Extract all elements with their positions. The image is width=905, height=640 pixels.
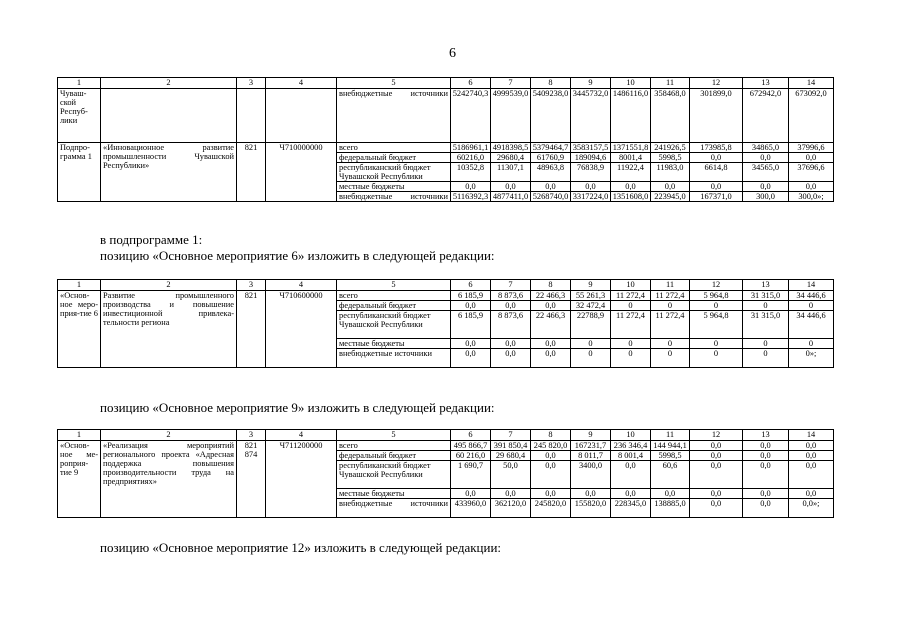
header-cell: 12 bbox=[690, 78, 743, 89]
header-cell: 1 bbox=[58, 430, 101, 441]
value-cell: 34865,0 bbox=[743, 143, 789, 153]
value-cell: 10352,8 bbox=[451, 163, 491, 182]
value-cell: 0,0 bbox=[451, 182, 491, 192]
value-cell: 0,0 bbox=[743, 461, 789, 489]
header-cell: 5 bbox=[337, 430, 451, 441]
value-cell: 3317224,0 bbox=[571, 192, 611, 202]
value-cell: 189094,6 bbox=[571, 153, 611, 163]
program-name-cell: «Инновационное развитие промышленности Чувашской Республики» bbox=[101, 143, 237, 202]
value-cell: 0,0»; bbox=[789, 499, 834, 518]
header-cell: 1 bbox=[58, 78, 101, 89]
table-subprogram-1 bbox=[57, 77, 834, 202]
value-cell: 11 272,4 bbox=[611, 311, 651, 339]
header-cell: 5 bbox=[337, 280, 451, 291]
value-cell: 5186961,1 bbox=[451, 143, 491, 153]
value-cell: 0,0 bbox=[690, 499, 743, 518]
value-cell: 0,0 bbox=[743, 451, 789, 461]
value-cell: 0,0 bbox=[451, 301, 491, 311]
value-cell: 0,0 bbox=[531, 461, 571, 489]
value-cell: 672942,0 bbox=[743, 89, 789, 143]
value-cell: 0,0 bbox=[531, 349, 571, 368]
value-cell: 173985,8 bbox=[690, 143, 743, 153]
budget-code-cell bbox=[266, 89, 337, 143]
table-row bbox=[58, 291, 834, 301]
value-cell: 0,0 bbox=[690, 451, 743, 461]
value-cell: 60 216,0 bbox=[451, 451, 491, 461]
value-cell: 433960,0 bbox=[451, 499, 491, 518]
value-cell: 0,0 bbox=[491, 301, 531, 311]
funding-source-cell: республиканский бюджет Чувашской Республики bbox=[337, 311, 451, 339]
value-cell: 0,0 bbox=[491, 489, 531, 499]
header-cell: 6 bbox=[451, 78, 491, 89]
value-cell: 0,0 bbox=[491, 339, 531, 349]
value-cell: 0 bbox=[743, 339, 789, 349]
value-cell: 5379464,7 bbox=[531, 143, 571, 153]
value-cell: 0,0 bbox=[611, 461, 651, 489]
header-cell: 14 bbox=[789, 78, 834, 89]
header-cell: 12 bbox=[690, 280, 743, 291]
header-cell: 7 bbox=[491, 78, 531, 89]
header-cell: 1 bbox=[58, 280, 101, 291]
value-cell: 0,0 bbox=[531, 451, 571, 461]
value-cell: 358468,0 bbox=[651, 89, 690, 143]
value-cell: 0,0 bbox=[789, 441, 834, 451]
funding-source-cell: всего bbox=[337, 441, 451, 451]
value-cell: 1486116,0 bbox=[611, 89, 651, 143]
value-cell: 0 bbox=[743, 349, 789, 368]
header-cell: 8 bbox=[531, 78, 571, 89]
value-cell: 22788,9 bbox=[571, 311, 611, 339]
value-cell: 0 bbox=[690, 301, 743, 311]
funding-source-cell: внебюджетные источники bbox=[337, 192, 451, 202]
header-cell: 13 bbox=[743, 280, 789, 291]
activity-label-cell: «Основ-ное меро-прия-тие 6 bbox=[58, 291, 101, 368]
value-cell: 155820,0 bbox=[571, 499, 611, 518]
header-cell: 4 bbox=[266, 78, 337, 89]
subprogram-label-cell: Подпро-грамма 1 bbox=[58, 143, 101, 202]
value-cell: 5 964,8 bbox=[690, 311, 743, 339]
header-cell: 9 bbox=[571, 430, 611, 441]
value-cell: 0 bbox=[571, 339, 611, 349]
gr-code-cell: 821 874 bbox=[237, 441, 266, 518]
value-cell: 3400,0 bbox=[571, 461, 611, 489]
header-cell: 13 bbox=[743, 430, 789, 441]
value-cell: 0,0 bbox=[690, 461, 743, 489]
funding-source-cell: всего bbox=[337, 143, 451, 153]
value-cell: 3445732,0 bbox=[571, 89, 611, 143]
value-cell: 11 272,4 bbox=[651, 311, 690, 339]
instruction-paragraph: позицию «Основное мероприятие 12» изложить в следующей редакции: bbox=[100, 540, 502, 555]
value-cell: 0,0 bbox=[690, 441, 743, 451]
funding-source-cell: внебюджетные источники bbox=[337, 349, 451, 368]
activity-name-cell: Развитие промышленного производства и повышение инвестиционной привлека-тельности региона bbox=[101, 291, 237, 368]
value-cell: 37996,6 bbox=[789, 143, 834, 153]
value-cell: 138885,0 bbox=[651, 499, 690, 518]
value-cell: 29680,4 bbox=[491, 153, 531, 163]
value-cell: 495 866,7 bbox=[451, 441, 491, 451]
budget-code-cell: Ч710600000 bbox=[266, 291, 337, 368]
program-name-cell bbox=[101, 89, 237, 143]
header-cell: 5 bbox=[337, 78, 451, 89]
value-cell: 31 315,0 bbox=[743, 291, 789, 301]
value-cell: 0,0 bbox=[611, 489, 651, 499]
value-cell: 300,0»; bbox=[789, 192, 834, 202]
value-cell: 6 185,9 bbox=[451, 291, 491, 301]
table-row bbox=[58, 89, 834, 143]
header-cell: 4 bbox=[266, 280, 337, 291]
value-cell: 4877411,0 bbox=[491, 192, 531, 202]
value-cell: 5268740,0 bbox=[531, 192, 571, 202]
header-cell: 3 bbox=[237, 430, 266, 441]
value-cell: 1 690,7 bbox=[451, 461, 491, 489]
value-cell: 0,0 bbox=[743, 441, 789, 451]
value-cell: 48963,8 bbox=[531, 163, 571, 182]
value-cell: 31 315,0 bbox=[743, 311, 789, 339]
value-cell: 0,0 bbox=[743, 499, 789, 518]
funding-source-cell: федеральный бюджет bbox=[337, 153, 451, 163]
value-cell: 8 011,7 bbox=[571, 451, 611, 461]
value-cell: 0,0 bbox=[690, 489, 743, 499]
header-cell: 12 bbox=[690, 430, 743, 441]
value-cell: 0,0 bbox=[451, 349, 491, 368]
value-cell: 0,0 bbox=[531, 301, 571, 311]
value-cell: 1351608,0 bbox=[611, 192, 651, 202]
header-cell: 14 bbox=[789, 430, 834, 441]
value-cell: 22 466,3 bbox=[531, 311, 571, 339]
value-cell: 11922,4 bbox=[611, 163, 651, 182]
value-cell: 22 466,3 bbox=[531, 291, 571, 301]
value-cell: 167371,0 bbox=[690, 192, 743, 202]
header-cell: 2 bbox=[101, 430, 237, 441]
value-cell: 0 bbox=[743, 301, 789, 311]
value-cell: 0,0 bbox=[789, 461, 834, 489]
funding-source-cell: местные бюджеты bbox=[337, 339, 451, 349]
header-cell: 6 bbox=[451, 430, 491, 441]
value-cell: 0,0 bbox=[651, 489, 690, 499]
value-cell: 0,0 bbox=[571, 489, 611, 499]
gr-code-cell: 821 bbox=[237, 143, 266, 202]
funding-source-cell: федеральный бюджет bbox=[337, 301, 451, 311]
gr-code-cell: 821 bbox=[237, 291, 266, 368]
value-cell: 61760,9 bbox=[531, 153, 571, 163]
instruction-paragraph: позицию «Основное мероприятие 6» изложить в следующей редакции: bbox=[100, 248, 495, 263]
value-cell: 300,0 bbox=[743, 192, 789, 202]
value-cell: 34 446,6 bbox=[789, 291, 834, 301]
funding-source-cell: республиканский бюджет Чувашской Республики bbox=[337, 163, 451, 182]
value-cell: 0,0 bbox=[531, 489, 571, 499]
funding-source-cell: местные бюджеты bbox=[337, 489, 451, 499]
value-cell: 60216,0 bbox=[451, 153, 491, 163]
value-cell: 0 bbox=[611, 301, 651, 311]
value-cell: 0,0 bbox=[451, 339, 491, 349]
funding-source-cell: внебюджетные источники bbox=[337, 89, 451, 143]
value-cell: 0,0 bbox=[531, 339, 571, 349]
value-cell: 4999539,0 bbox=[491, 89, 531, 143]
funding-source-cell: федеральный бюджет bbox=[337, 451, 451, 461]
value-cell: 0,0 bbox=[743, 153, 789, 163]
value-cell: 245 820,0 bbox=[531, 441, 571, 451]
header-cell: 2 bbox=[101, 280, 237, 291]
value-cell: 55 261,3 bbox=[571, 291, 611, 301]
value-cell: 0 bbox=[651, 339, 690, 349]
region-cell: Чуваш-ской Респуб-лики bbox=[58, 89, 101, 143]
value-cell: 0,0 bbox=[690, 153, 743, 163]
value-cell: 0,0 bbox=[611, 182, 651, 192]
activity-label-cell: «Основ-ное ме-роприя-тие 9 bbox=[58, 441, 101, 518]
value-cell: 0,0 bbox=[651, 182, 690, 192]
value-cell: 11 272,4 bbox=[611, 291, 651, 301]
header-cell: 11 bbox=[651, 78, 690, 89]
value-cell: 0,0 bbox=[491, 349, 531, 368]
header-cell: 3 bbox=[237, 78, 266, 89]
header-cell: 4 bbox=[266, 430, 337, 441]
value-cell: 8 001,4 bbox=[611, 451, 651, 461]
value-cell: 5116392,3 bbox=[451, 192, 491, 202]
value-cell: 8 873,6 bbox=[491, 291, 531, 301]
value-cell: 32 472,4 bbox=[571, 301, 611, 311]
value-cell: 5242740,3 bbox=[451, 89, 491, 143]
value-cell: 0 bbox=[651, 349, 690, 368]
value-cell: 241926,5 bbox=[651, 143, 690, 153]
header-cell: 10 bbox=[611, 78, 651, 89]
value-cell: 11307,1 bbox=[491, 163, 531, 182]
header-cell: 11 bbox=[651, 280, 690, 291]
value-cell: 5409238,0 bbox=[531, 89, 571, 143]
value-cell: 0 bbox=[611, 339, 651, 349]
page-number: 6 bbox=[449, 46, 456, 61]
table-header-row bbox=[58, 78, 834, 89]
header-cell: 7 bbox=[491, 280, 531, 291]
budget-code-cell: Ч711200000 bbox=[266, 441, 337, 518]
header-cell: 14 bbox=[789, 280, 834, 291]
gr-code-cell bbox=[237, 89, 266, 143]
funding-source-cell: республиканский бюджет Чувашской Республики bbox=[337, 461, 451, 489]
value-cell: 5 964,8 bbox=[690, 291, 743, 301]
header-cell: 9 bbox=[571, 78, 611, 89]
table-main-activity-9 bbox=[57, 429, 834, 518]
value-cell: 0,0 bbox=[531, 182, 571, 192]
value-cell: 0 bbox=[651, 301, 690, 311]
value-cell: 0,0 bbox=[491, 182, 531, 192]
header-cell: 13 bbox=[743, 78, 789, 89]
value-cell: 0,0 bbox=[571, 182, 611, 192]
header-cell: 3 bbox=[237, 280, 266, 291]
value-cell: 167231,7 bbox=[571, 441, 611, 451]
funding-source-cell: всего bbox=[337, 291, 451, 301]
value-cell: 0 bbox=[611, 349, 651, 368]
table-row bbox=[58, 441, 834, 451]
value-cell: 6614,8 bbox=[690, 163, 743, 182]
table-row bbox=[58, 143, 834, 153]
value-cell: 4918398,5 bbox=[491, 143, 531, 153]
value-cell: 50,0 bbox=[491, 461, 531, 489]
value-cell: 0,0 bbox=[451, 489, 491, 499]
value-cell: 34 446,6 bbox=[789, 311, 834, 339]
value-cell: 5998,5 bbox=[651, 451, 690, 461]
value-cell: 673092,0 bbox=[789, 89, 834, 143]
header-cell: 7 bbox=[491, 430, 531, 441]
value-cell: 362120,0 bbox=[491, 499, 531, 518]
value-cell: 6 185,9 bbox=[451, 311, 491, 339]
header-cell: 2 bbox=[101, 78, 237, 89]
header-cell: 11 bbox=[651, 430, 690, 441]
funding-source-cell: внебюджетные источники bbox=[337, 499, 451, 518]
value-cell: 0,0 bbox=[690, 182, 743, 192]
value-cell: 391 850,4 bbox=[491, 441, 531, 451]
table-header-row bbox=[58, 430, 834, 441]
value-cell: 0 bbox=[571, 349, 611, 368]
value-cell: 0,0 bbox=[743, 182, 789, 192]
value-cell: 1371551,8 bbox=[611, 143, 651, 153]
header-cell: 10 bbox=[611, 430, 651, 441]
value-cell: 37696,6 bbox=[789, 163, 834, 182]
header-cell: 10 bbox=[611, 280, 651, 291]
value-cell: 301899,0 bbox=[690, 89, 743, 143]
table-header-row bbox=[58, 280, 834, 291]
value-cell: 228345,0 bbox=[611, 499, 651, 518]
value-cell: 0 bbox=[690, 339, 743, 349]
value-cell: 236 346,4 bbox=[611, 441, 651, 451]
value-cell: 8001,4 bbox=[611, 153, 651, 163]
value-cell: 0,0 bbox=[743, 489, 789, 499]
value-cell: 0 bbox=[789, 339, 834, 349]
value-cell: 60,6 bbox=[651, 461, 690, 489]
header-cell: 8 bbox=[531, 280, 571, 291]
value-cell: 11983,0 bbox=[651, 163, 690, 182]
header-cell: 9 bbox=[571, 280, 611, 291]
header-cell: 8 bbox=[531, 430, 571, 441]
header-cell: 6 bbox=[451, 280, 491, 291]
value-cell: 8 873,6 bbox=[491, 311, 531, 339]
value-cell: 3583157,5 bbox=[571, 143, 611, 153]
budget-code-cell: Ч710000000 bbox=[266, 143, 337, 202]
value-cell: 0 bbox=[690, 349, 743, 368]
funding-source-cell: местные бюджеты bbox=[337, 182, 451, 192]
value-cell: 0,0 bbox=[789, 489, 834, 499]
value-cell: 0,0 bbox=[789, 451, 834, 461]
value-cell: 0 bbox=[789, 301, 834, 311]
instruction-paragraph: в подпрограмме 1: bbox=[100, 232, 203, 247]
value-cell: 223945,0 bbox=[651, 192, 690, 202]
value-cell: 0,0 bbox=[789, 182, 834, 192]
value-cell: 245820,0 bbox=[531, 499, 571, 518]
value-cell: 144 944,1 bbox=[651, 441, 690, 451]
instruction-paragraph: позицию «Основное мероприятие 9» изложить в следующей редакции: bbox=[100, 400, 495, 415]
table-main-activity-6 bbox=[57, 279, 834, 368]
value-cell: 76838,9 bbox=[571, 163, 611, 182]
value-cell: 11 272,4 bbox=[651, 291, 690, 301]
value-cell: 0»; bbox=[789, 349, 834, 368]
value-cell: 34565,0 bbox=[743, 163, 789, 182]
value-cell: 29 680,4 bbox=[491, 451, 531, 461]
activity-name-cell: «Реализация мероприятий регионального проекта «Адресная поддержка повышения производительности труда на предприятиях» bbox=[101, 441, 237, 518]
value-cell: 0,0 bbox=[789, 153, 834, 163]
value-cell: 5998,5 bbox=[651, 153, 690, 163]
